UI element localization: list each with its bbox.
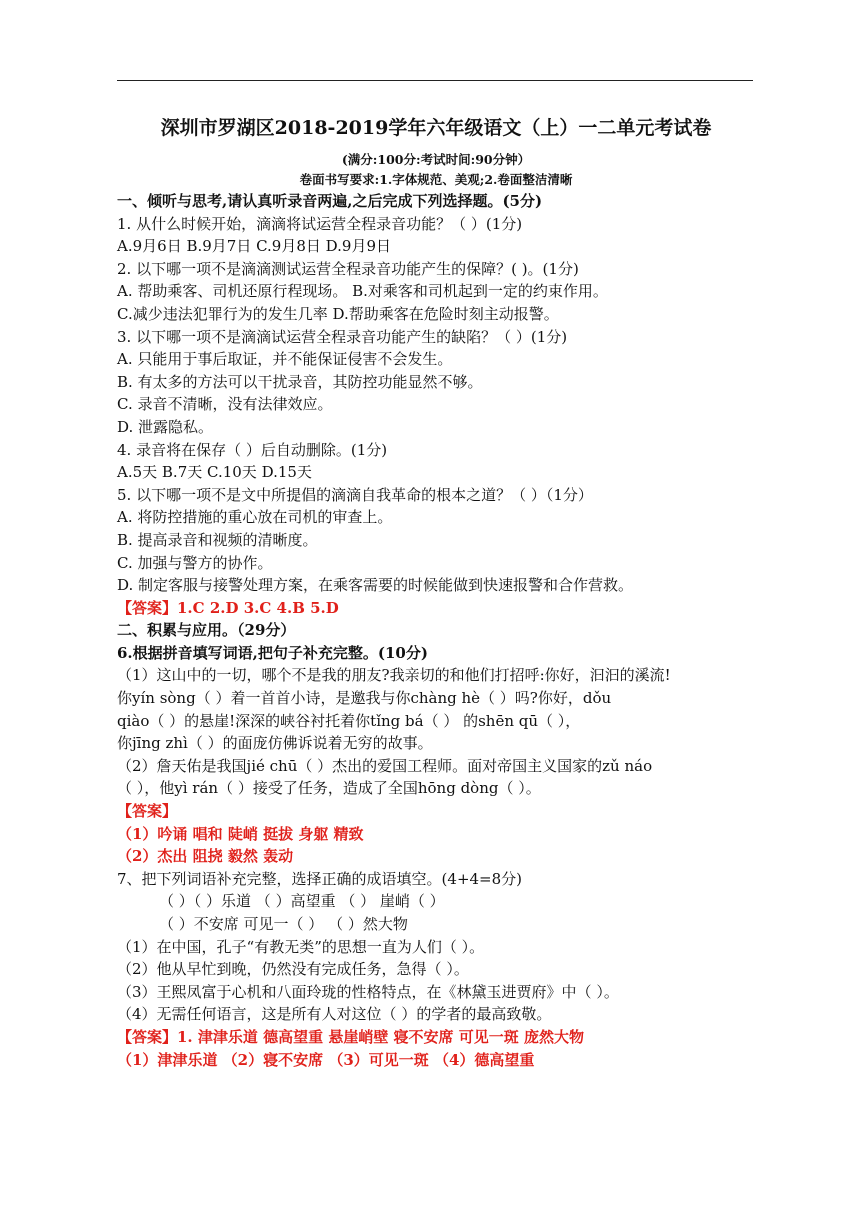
section1-answer: 【答案】1.C 2.D 3.C 4.B 5.D [117,598,339,617]
question-6-line-3: qiào（ ）的悬崖!深深的峡谷衬托着你tǐng bá（ ） 的shēn qū（ ）， [117,711,581,730]
question-6-line-1: （1）这山中的一切，哪个不是我的朋友?我亲切的和他们打招呼:你好，汩汩的溪流! [117,666,671,685]
question-7-sentence-1: （1）在中国，孔子“有教无类”的思想一直为人们（ ）。 [117,937,485,956]
question-2-options-ab: A. 帮助乘客、司机还原行程现场。 B.对乘客和司机起到一定的约束作用。 [117,282,608,301]
question-1: 1. 从什么时候开始，滴滴将试运营全程录音功能？（ ）(1分) [117,214,523,233]
header-rule [117,80,753,81]
exam-content [117,114,755,1071]
question-7-sentence-4: （4）无需任何语言，这是所有人对这位（ ）的学者的最高致敬。 [117,1005,552,1024]
question-2: 2. 以下哪一项不是滴滴测试运营全程录音功能产生的保障？( )。(1分) [117,259,579,278]
question-6-answer-1: （1）吟诵 唱和 陡峭 挺拔 身躯 精致 [117,824,364,843]
question-7-words-row-1: （ ）（ ）乐道 （ ）高望重 （ ） 崖峭（ ） [159,892,445,911]
question-6-line-2: 你yín sòng（ ）着一首首小诗，是邀我与你chàng hè（ ）吗?你好，dǒu [117,689,612,708]
question-2-options-cd: C.减少违法犯罪行为的发生几率 D.帮助乘客在危险时刻主动报警。 [117,304,559,323]
question-5-option-c: C. 加强与警方的协作。 [117,553,273,572]
section2-heading: 二、积累与应用。（29分） [117,621,296,640]
question-7-sentence-2: （2）他从早忙到晚，仍然没有完成任务，急得（ ）。 [117,960,469,979]
question-4-options: A.5天 B.7天 C.10天 D.15天 [117,463,312,482]
question-1-options: A.9月6日 B.9月7日 C.9月8日 D.9月9日 [117,237,392,256]
question-5-option-b: B. 提高录音和视频的清晰度。 [117,530,318,549]
question-4: 4. 录音将在保存（ ）后自动删除。(1分) [117,440,388,459]
question-3-option-b: B. 有太多的方法可以干扰录音，其防控功能显然不够。 [117,372,483,391]
question-7-sentence-3: （3）王熙凤富于心机和八面玲珑的性格特点，在《林黛玉进贾府》中（ ）。 [117,982,619,1001]
question-3-option-a: A. 只能用于事后取证，并不能保证侵害不会发生。 [117,350,453,369]
question-5-option-a: A. 将防控措施的重心放在司机的审查上。 [117,508,393,527]
exam-title: 深圳市罗湖区2018-2019学年六年级语文（上）一二单元考试卷 [160,117,712,139]
question-7-answer-2: （1）津津乐道 （2）寝不安席 （3）可见一斑 （4）德高望重 [117,1050,535,1069]
question-6-answer-label: 【答案】 [117,802,178,821]
question-5-option-d: D. 制定客服与接警处理方案，在乘客需要的时候能做到快速报警和合作营救。 [117,576,634,595]
score-info: (满分:100分:考试时间:90分钟） [341,152,531,167]
question-3-option-c: C. 录音不清晰，没有法律效应。 [117,395,333,414]
question-7-heading: 7、把下列词语补充完整，选择正确的成语填空。(4+4=8分) [117,869,523,888]
question-6-heading: 6.根据拼音填写词语,把句子补充完整。(10分) [117,643,428,662]
question-5: 5. 以下哪一项不是文中所提倡的滴滴自我革命的根本之道？（ ）（1分） [117,485,593,504]
question-3-option-d: D. 泄露隐私。 [117,417,214,436]
question-6-line-5: （2）詹天佑是我国jié chū（ ）杰出的爱国工程师。面对帝国主义国家的zǔ náo [117,756,653,775]
question-6-answer-2: （2）杰出 阻挠 毅然 轰动 [117,847,294,866]
writing-requirement: 卷面书写要求:1.字体规范、美观;2.卷面整洁清晰 [299,172,573,187]
question-7-answer-1: 【答案】1. 津津乐道 德高望重 悬崖峭壁 寝不安席 可见一斑 庞然大物 [117,1027,584,1046]
question-6-line-4: 你jīng zhì（ ）的面庞仿佛诉说着无穷的故事。 [117,734,433,753]
section1-heading: 一、倾听与思考,请认真听录音两遍,之后完成下列选择题。(5分) [117,192,543,210]
question-6-line-6: （ ），他yì rán（ ）接受了任务，造成了全国hōng dòng（ ）。 [117,779,541,798]
question-7-words-row-2: （ ）不安席 可见一（ ） （ ）然大物 [159,915,408,933]
question-3: 3. 以下哪一项不是滴滴试运营全程录音功能产生的缺陷？（ ）(1分) [117,327,568,346]
